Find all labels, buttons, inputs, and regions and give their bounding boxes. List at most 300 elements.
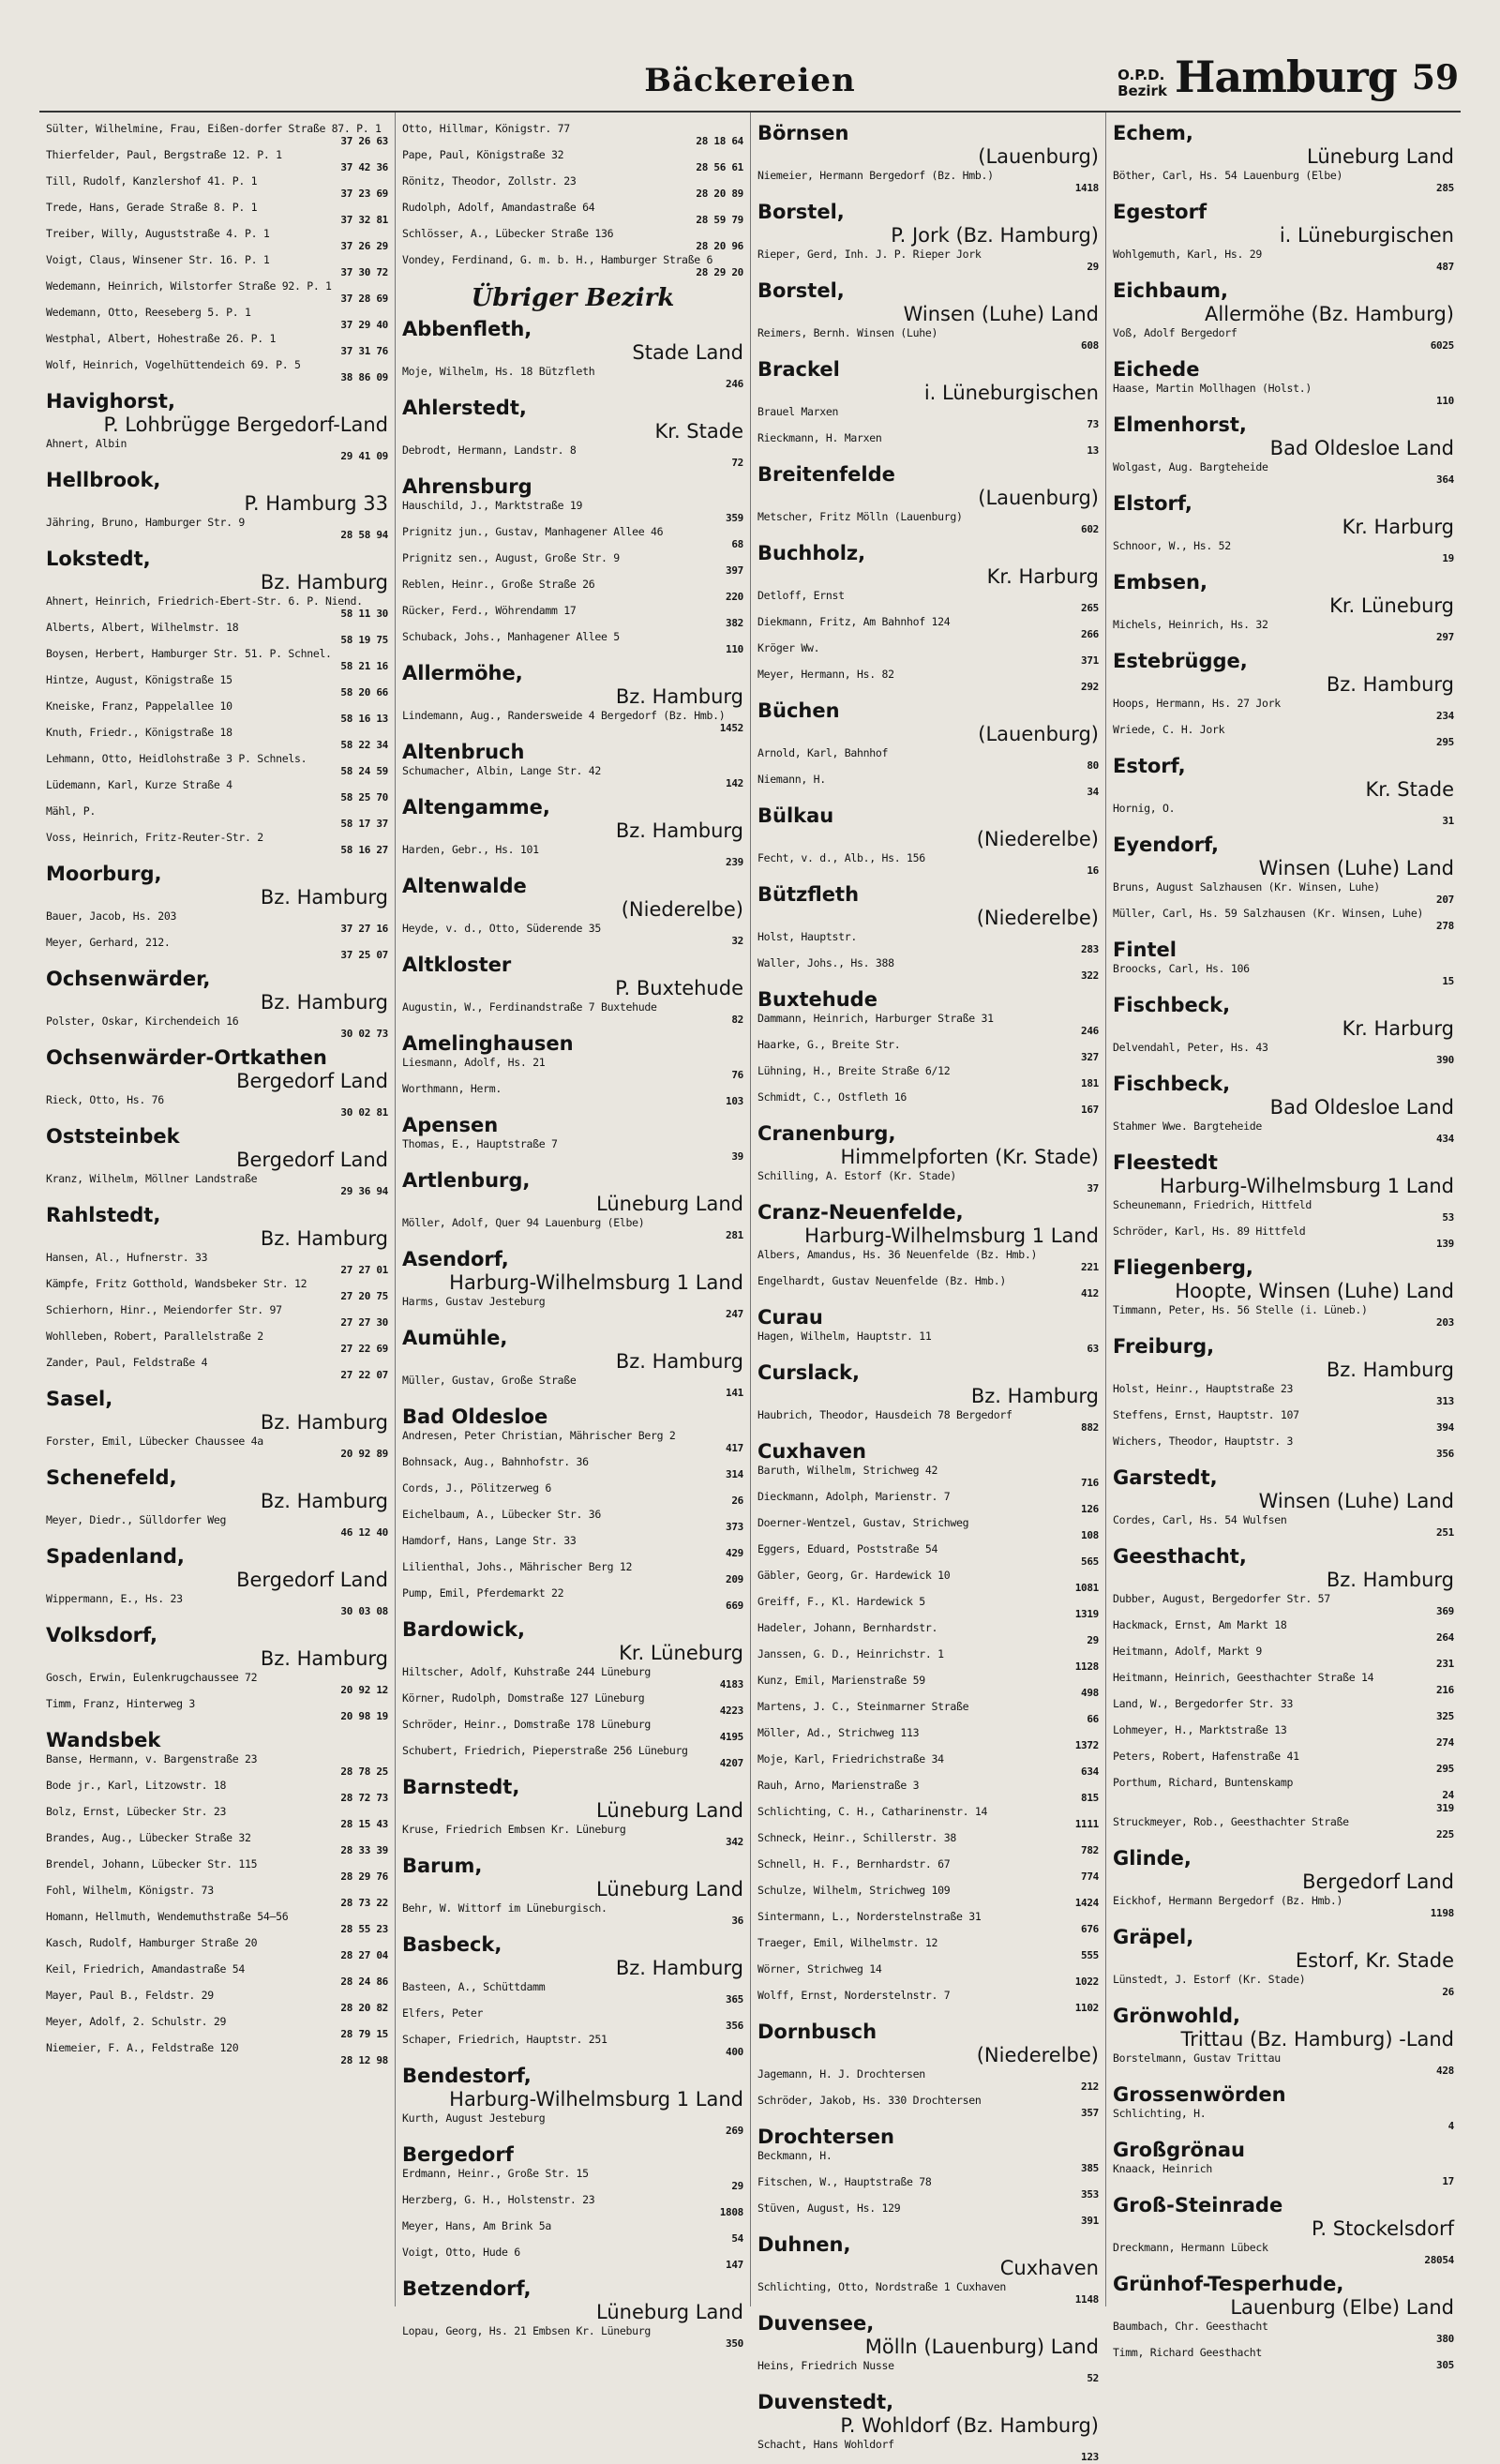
place-heading — [758, 699, 1099, 746]
business-entry — [758, 1910, 1099, 1936]
business-entry — [758, 1012, 1099, 1038]
business-entry — [46, 1805, 388, 1831]
place-region: Bergedorf Land — [236, 1149, 388, 1171]
entry-name: Eichelbaum, A., Lübecker Str. 36 — [402, 1508, 601, 1521]
phone-number: 498 — [1081, 1687, 1099, 1699]
place-region: Bz. Hamburg — [970, 1385, 1099, 1407]
entry-name: Pape, Paul, Königstraße 32 — [402, 148, 564, 161]
entry-name: Dreckmann, Hermann Lübeck — [1113, 2241, 1268, 2254]
place-region: Bz. Hamburg — [260, 886, 388, 909]
phone-number: 305 — [1436, 2359, 1454, 2371]
place-region: Bz. Hamburg — [260, 1411, 388, 1434]
place-heading — [1113, 279, 1454, 326]
place-heading — [402, 284, 743, 312]
business-entry — [758, 773, 1099, 799]
business-entry — [1113, 2320, 1454, 2346]
place-heading — [758, 122, 1099, 169]
place-section — [758, 2126, 1099, 2228]
business-entry — [46, 201, 388, 227]
entry-name: Hackmack, Ernst, Am Markt 18 — [1113, 1618, 1287, 1631]
business-entry — [1113, 1382, 1454, 1408]
place-heading — [758, 201, 1099, 248]
place-name: Spadenland, — [46, 1545, 185, 1568]
place-heading — [46, 1466, 388, 1513]
entry-name: Wedemann, Otto, Reeseberg 5. P. 1 — [46, 306, 251, 319]
business-entry — [1113, 1435, 1454, 1461]
entry-name: Bauer, Jacob, Hs. 203 — [46, 909, 177, 923]
entry-name: Scheunemann, Friedrich, Hittfeld — [1113, 1198, 1312, 1211]
phone-number: 37 — [1087, 1182, 1099, 1194]
phone-number: 142 — [726, 777, 743, 789]
place-name: Bützfleth — [758, 883, 860, 906]
business-entry — [46, 699, 388, 726]
phone-number: 30 03 08 — [340, 1605, 388, 1617]
entry-name: Zander, Paul, Feldstraße 4 — [46, 1356, 208, 1369]
phone-number: 1148 — [1074, 2293, 1099, 2306]
entry-name: Böther, Carl, Hs. 54 Lauenburg (Elbe) — [1113, 169, 1343, 182]
entry-name: Haarke, G., Breite Str. — [758, 1038, 901, 1051]
phone-number: 295 — [1436, 1763, 1454, 1775]
place-name: Estorf, — [1113, 755, 1186, 777]
place-heading — [1113, 413, 1454, 460]
place-heading — [758, 1122, 1099, 1169]
business-entry — [402, 1056, 743, 1082]
place-section — [1113, 1926, 1454, 1999]
entry-name: Schuback, Johs., Manhagener Allee 5 — [402, 630, 620, 643]
place-region: P. Stockelsdorf — [1311, 2217, 1454, 2240]
city-name: Hamburg — [1174, 52, 1397, 102]
place-heading — [402, 318, 743, 365]
entry-name: Detloff, Ernst — [758, 589, 845, 602]
place-region: i. Lüneburgischen — [1279, 224, 1454, 247]
entry-name: Engelhardt, Gustav Neuenfelde (Bz. Hmb.) — [758, 1274, 1006, 1287]
phone-number: 26 — [1442, 1986, 1454, 1998]
place-region: Kr. Lüneburg — [1329, 594, 1454, 617]
business-entry — [402, 525, 743, 551]
entry-name: Knaack, Heinrich — [1113, 2162, 1212, 2175]
business-entry — [46, 2041, 388, 2067]
business-entry — [758, 2438, 1099, 2464]
place-section — [46, 863, 388, 962]
place-section — [46, 968, 388, 1041]
phone-number: 37 28 69 — [340, 293, 388, 305]
phone-number: 58 25 70 — [340, 791, 388, 804]
entry-name: Dammann, Heinrich, Harburger Straße 31 — [758, 1012, 994, 1025]
business-entry — [1113, 618, 1454, 644]
place-section — [758, 122, 1099, 195]
place-heading — [758, 804, 1099, 851]
place-heading — [46, 390, 388, 437]
place-region: Bz. Hamburg — [615, 819, 743, 842]
entry-name: Janssen, G. D., Heinrichstr. 1 — [758, 1647, 944, 1660]
place-section — [1113, 939, 1454, 988]
place-region: Bz. Hamburg — [1326, 1359, 1454, 1381]
business-entry — [758, 2201, 1099, 2228]
place-region: P. Hamburg 33 — [244, 492, 388, 515]
entry-name: Meyer, Hans, Am Brink 5a — [402, 2219, 551, 2232]
entry-name: Schröder, Karl, Hs. 89 Hittfeld — [1113, 1224, 1306, 1238]
place-heading — [1113, 492, 1454, 539]
phone-number: 716 — [1081, 1477, 1099, 1489]
entry-name: Wohlleben, Robert, Parallelstraße 2 — [46, 1330, 263, 1343]
business-entry — [402, 2167, 743, 2193]
place-region: P. Buxtehude — [615, 977, 743, 999]
phone-number: 1372 — [1074, 1739, 1099, 1751]
phone-number: 365 — [726, 1993, 743, 2006]
entry-name: Schubert, Friedrich, Pieperstraße 256 Lüneburg — [402, 1744, 688, 1757]
place-name: Brackel — [758, 358, 840, 381]
entry-name: Niemann, H. — [758, 773, 826, 786]
place-region: Lüneburg Land — [596, 1878, 743, 1901]
place-region: Winsen (Luhe) Land — [1258, 857, 1454, 879]
place-name: Echem, — [1113, 122, 1193, 144]
place-name: Elmenhorst, — [1113, 413, 1247, 436]
page-number: 59 — [1411, 58, 1459, 98]
phone-number: 46 12 40 — [340, 1526, 388, 1539]
place-heading — [46, 1624, 388, 1671]
place-heading — [402, 397, 743, 443]
entry-name: Mähl, P. — [46, 804, 96, 818]
place-name: Buxtehude — [758, 988, 878, 1011]
place-heading — [1113, 122, 1454, 169]
entry-name: Bode jr., Karl, Litzowstr. 18 — [46, 1779, 227, 1792]
place-section — [758, 1440, 1099, 2015]
business-entry — [1113, 382, 1454, 408]
entry-name: Schnoor, W., Hs. 52 — [1113, 539, 1231, 552]
business-entry — [1113, 1041, 1454, 1067]
entry-name: Schröder, Heinr., Domstraße 178 Lüneburg — [402, 1718, 651, 1731]
place-section — [1113, 1545, 1454, 1841]
business-entry — [758, 956, 1099, 983]
phone-number: 58 17 37 — [340, 818, 388, 830]
place-section — [46, 390, 388, 463]
phone-number: 29 — [731, 2180, 743, 2192]
place-region: P. Lohbrügge Bergedorf-Land — [103, 413, 388, 436]
entry-name: Boysen, Herbert, Hamburger Str. 51. P. Schnel. — [46, 647, 332, 660]
business-entry — [402, 1000, 743, 1027]
entry-name: Steffens, Ernst, Hauptstr. 107 — [1113, 1408, 1299, 1421]
phone-number: 28 79 15 — [340, 2028, 388, 2040]
place-region: (Niederelbe) — [976, 828, 1099, 850]
entry-name: Brauel Marxen — [758, 405, 839, 418]
business-entry — [758, 1936, 1099, 1962]
phone-number: 364 — [1436, 473, 1454, 486]
business-entry — [402, 2324, 743, 2351]
place-name: Fischbeck, — [1113, 1073, 1231, 1095]
phone-number: 28 20 82 — [340, 2002, 388, 2014]
place-name: Altkloster — [402, 954, 512, 976]
place-name: Cuxhaven — [758, 1440, 866, 1463]
place-region: (Niederelbe) — [621, 898, 743, 921]
entry-name: Holst, Heinr., Hauptstraße 23 — [1113, 1382, 1294, 1395]
place-section — [1113, 1847, 1454, 1920]
entry-name: Alberts, Albert, Wilhelmstr. 18 — [46, 621, 239, 634]
business-entry — [758, 1248, 1099, 1274]
phone-number: 29 — [1087, 261, 1099, 273]
place-name: Altenbruch — [402, 741, 525, 763]
entry-name: Stüven, August, Hs. 129 — [758, 2201, 901, 2215]
place-region: Kr. Harburg — [1342, 516, 1454, 538]
phone-number: 28 78 25 — [340, 1765, 388, 1778]
entry-name: Kneiske, Franz, Pappelallee 10 — [46, 699, 232, 713]
phone-number: 141 — [726, 1387, 743, 1399]
place-name: Cranenburg, — [758, 1122, 896, 1145]
entry-name: Porthum, Richard, Buntenskamp — [1113, 1776, 1294, 1789]
place-heading — [402, 1405, 743, 1429]
place-name: Artlenburg, — [402, 1169, 531, 1192]
entry-name: Niemeier, F. A., Feldstraße 120 — [46, 2041, 239, 2054]
phone-number: 30 02 73 — [340, 1028, 388, 1040]
business-entry — [1113, 1815, 1454, 1841]
business-entry — [402, 709, 743, 735]
place-name: Borstel, — [758, 279, 845, 302]
business-entry — [46, 122, 388, 148]
place-name: Eichede — [1113, 358, 1200, 381]
phone-number: 27 20 75 — [340, 1290, 388, 1302]
phone-number: 30 02 81 — [340, 1106, 388, 1119]
phone-number: 216 — [1436, 1684, 1454, 1696]
business-entry — [402, 578, 743, 604]
place-heading — [402, 1114, 743, 1137]
phone-number: 555 — [1081, 1949, 1099, 1961]
place-heading — [402, 796, 743, 843]
entry-name: Keil, Friedrich, Amandastraße 54 — [46, 1962, 245, 1976]
place-section — [402, 284, 743, 312]
place-region: Bergedorf Land — [236, 1569, 388, 1591]
place-section — [1113, 2005, 1454, 2078]
business-entry — [1113, 802, 1454, 828]
entry-name: Lindemann, Aug., Randersweide 4 Bergedorf (Bz. Hmb.) — [402, 709, 726, 722]
phone-number: 283 — [1081, 943, 1099, 955]
entry-name: Lohmeyer, H., Marktstraße 13 — [1113, 1723, 1287, 1736]
entry-name: Prignitz sen., August, Große Str. 9 — [402, 551, 620, 564]
phone-number: 58 11 30 — [340, 608, 388, 620]
business-entry — [46, 1989, 388, 2015]
place-name: Elstorf, — [1113, 492, 1192, 515]
business-entry — [402, 2006, 743, 2033]
phone-number: 58 20 66 — [340, 686, 388, 699]
business-entry — [1113, 1119, 1454, 1146]
phone-number: 882 — [1081, 1421, 1099, 1434]
business-entry — [1113, 1303, 1454, 1330]
phone-number: 359 — [726, 512, 743, 524]
place-heading — [1113, 834, 1454, 880]
phone-number: 63 — [1087, 1343, 1099, 1355]
entry-name: Cordes, Carl, Hs. 54 Wulfsen — [1113, 1513, 1287, 1526]
phone-number: 53 — [1442, 1211, 1454, 1224]
phone-number: 24 — [1442, 1789, 1454, 1801]
place-section — [402, 1618, 743, 1770]
entry-name: Wohlgemuth, Karl, Hs. 29 — [1113, 248, 1262, 261]
business-entry — [758, 1038, 1099, 1064]
entry-name: Peters, Robert, Hafenstraße 41 — [1113, 1750, 1299, 1763]
place-section — [758, 463, 1099, 536]
place-heading — [402, 2065, 743, 2111]
phone-number: 28 12 98 — [340, 2054, 388, 2066]
business-entry — [402, 2033, 743, 2059]
business-entry — [402, 764, 743, 790]
phone-number: 1198 — [1430, 1907, 1454, 1919]
place-heading — [402, 1248, 743, 1295]
business-entry — [46, 726, 388, 752]
phone-number: 28 20 89 — [696, 188, 743, 200]
entry-name: Gosch, Erwin, Eulenkrugchaussee 72 — [46, 1671, 258, 1684]
business-entry — [46, 1277, 388, 1303]
phone-number: 58 16 13 — [340, 713, 388, 725]
place-name: Fischbeck, — [1113, 994, 1231, 1016]
place-name: Apensen — [402, 1114, 499, 1136]
entry-name: Wolff, Ernst, Norderstelnstr. 7 — [758, 1989, 951, 2002]
business-entry — [758, 1752, 1099, 1779]
business-entry — [402, 1901, 743, 1928]
phone-number: 28 29 76 — [340, 1871, 388, 1883]
place-heading — [1113, 1847, 1454, 1894]
place-heading — [758, 2312, 1099, 2359]
place-heading — [758, 279, 1099, 326]
business-entry — [758, 1408, 1099, 1435]
phone-number: 357 — [1081, 2107, 1099, 2119]
place-heading — [46, 1204, 388, 1251]
place-region: (Lauenburg) — [978, 723, 1099, 745]
business-entry — [758, 615, 1099, 641]
phone-number: 28 73 22 — [340, 1897, 388, 1909]
place-region: Winsen (Luhe) Land — [1258, 1490, 1454, 1512]
entry-name: Mayer, Paul B., Feldstr. 29 — [46, 1989, 214, 2002]
phone-number: 6025 — [1430, 339, 1454, 352]
phone-number: 167 — [1081, 1104, 1099, 1116]
phone-number: 400 — [726, 2046, 743, 2058]
phone-number: 314 — [726, 1468, 743, 1480]
place-section — [758, 279, 1099, 353]
place-name: Hellbrook, — [46, 469, 161, 491]
business-entry — [46, 831, 388, 857]
phone-number: 676 — [1081, 1923, 1099, 1935]
place-name: Rahlstedt, — [46, 1204, 161, 1226]
phone-number: 73 — [1087, 418, 1099, 430]
business-entry — [46, 1251, 388, 1277]
place-name: Drochtersen — [758, 2126, 894, 2148]
entry-name: Westphal, Albert, Hohestraße 26. P. 1 — [46, 332, 277, 345]
phone-number: 28 56 61 — [696, 161, 743, 173]
entry-name: Eickhof, Hermann Bergedorf (Bz. Hmb.) — [1113, 1894, 1343, 1907]
business-entry — [758, 851, 1099, 878]
business-entry — [46, 358, 388, 384]
entry-name: Till, Rudolf, Kanzlershof 41. P. 1 — [46, 174, 258, 188]
place-name: Barum, — [402, 1855, 483, 1877]
business-entry — [758, 1090, 1099, 1117]
place-name: Allermöhe, — [402, 662, 523, 684]
phone-number: 774 — [1081, 1871, 1099, 1883]
phone-number: 325 — [1436, 1710, 1454, 1722]
phone-number: 4207 — [719, 1757, 743, 1769]
phone-number: 29 36 94 — [340, 1185, 388, 1197]
business-entry — [758, 1169, 1099, 1195]
place-region: Bz. Hamburg — [260, 1227, 388, 1250]
phone-number: 428 — [1436, 2065, 1454, 2077]
phone-number: 37 30 72 — [340, 266, 388, 278]
place-section — [1113, 650, 1454, 749]
phone-number: 1128 — [1074, 1660, 1099, 1673]
entry-name: Harms, Gustav Jesteburg — [402, 1295, 546, 1308]
entry-name: Wolgast, Aug. Bargteheide — [1113, 460, 1268, 473]
business-entry — [46, 174, 388, 201]
place-name: Bergedorf — [402, 2143, 514, 2166]
columns-container — [39, 111, 1461, 2463]
phone-number: 207 — [1436, 894, 1454, 906]
place-heading — [402, 1169, 743, 1216]
place-region: Estorf, Kr. Stade — [1295, 1949, 1454, 1972]
business-entry — [46, 804, 388, 831]
region-top: O.P.D. — [1118, 67, 1165, 83]
business-entry — [46, 1671, 388, 1697]
phone-number: 58 24 59 — [340, 765, 388, 777]
entry-name: Treiber, Willy, Auguststraße 4. P. 1 — [46, 227, 270, 240]
phone-number: 285 — [1436, 182, 1454, 194]
place-heading — [1113, 1545, 1454, 1592]
entry-name: Rieckmann, H. Marxen — [758, 431, 882, 444]
entry-name: Hoops, Hermann, Hs. 27 Jork — [1113, 697, 1281, 710]
place-heading — [758, 1361, 1099, 1408]
entry-name: Körner, Rudolph, Domstraße 127 Lüneburg — [402, 1691, 645, 1705]
place-region: (Lauenburg) — [978, 145, 1099, 168]
phone-number: 397 — [726, 564, 743, 577]
place-section — [1113, 2083, 1454, 2133]
phone-number: 1452 — [719, 722, 743, 734]
business-entry — [758, 2149, 1099, 2175]
phone-number: 37 23 69 — [340, 188, 388, 200]
phone-number: 28 59 79 — [696, 214, 743, 226]
phone-number: 58 19 75 — [340, 634, 388, 646]
business-entry — [758, 1674, 1099, 1700]
phone-number: 319 — [1436, 1802, 1454, 1814]
entry-name: Sintermann, L., Norderstelnstraße 31 — [758, 1910, 982, 1923]
entry-name: Thierfelder, Paul, Bergstraße 12. P. 1 — [46, 148, 282, 161]
phone-number: 203 — [1436, 1316, 1454, 1329]
entry-name: Lühning, H., Breite Straße 6/12 — [758, 1064, 951, 1077]
phone-number: 126 — [1081, 1503, 1099, 1515]
entry-name: Metscher, Fritz Mölln (Lauenburg) — [758, 510, 963, 523]
phone-number: 1022 — [1074, 1976, 1099, 1988]
entry-name: Timm, Richard Geesthacht — [1113, 2346, 1262, 2359]
phone-number: 13 — [1087, 444, 1099, 457]
entry-name: Voigt, Otto, Hude 6 — [402, 2246, 520, 2259]
entry-name: Thomas, E., Hauptstraße 7 — [402, 1137, 558, 1150]
entry-name: Brendel, Johann, Lübecker Str. 115 — [46, 1857, 258, 1871]
place-heading — [402, 741, 743, 764]
entry-name: Kurth, August Jesteburg — [402, 2111, 546, 2125]
phone-number: 350 — [726, 2337, 743, 2350]
business-entry — [758, 169, 1099, 195]
place-name: Basbeck, — [402, 1933, 502, 1956]
phone-number: 36 — [731, 1915, 743, 1927]
entry-name: Heyde, v. d., Otto, Süderende 35 — [402, 922, 601, 935]
business-entry — [402, 1295, 743, 1321]
entry-name: Broocks, Carl, Hs. 106 — [1113, 962, 1250, 975]
business-entry — [46, 1172, 388, 1198]
directory-column — [1105, 113, 1461, 2371]
place-name: Ahlerstedt, — [402, 397, 527, 419]
place-region: Bz. Hamburg — [260, 571, 388, 593]
place-heading — [1113, 571, 1454, 618]
phone-number: 32 — [731, 935, 743, 947]
place-name: Übriger Bezirk — [471, 284, 675, 312]
place-heading — [758, 2126, 1099, 2149]
place-heading — [402, 2143, 743, 2167]
place-heading — [1113, 2273, 1454, 2320]
place-name: Grönwohld, — [1113, 2005, 1240, 2027]
entry-name: Holst, Hauptstr. — [758, 930, 857, 943]
place-region: Bz. Hamburg — [615, 1350, 743, 1373]
